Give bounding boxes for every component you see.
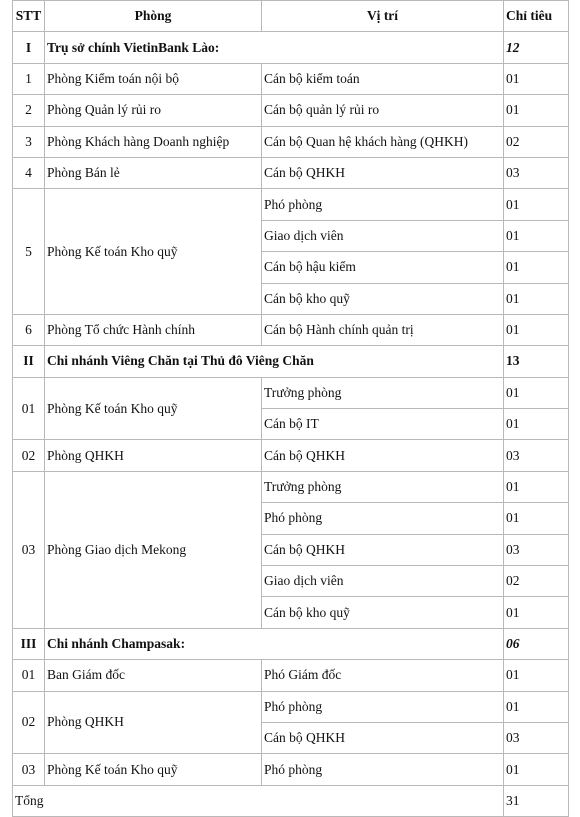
recruitment-table [12, 0, 569, 817]
header-row [13, 1, 569, 32]
row-position: Giao dịch viên [262, 566, 504, 597]
row-position: Phó phòng [262, 754, 504, 785]
row-position: Cán bộ quản lý rủi ro [262, 95, 504, 126]
table-row [13, 377, 569, 408]
row-department: Phòng Khách hàng Doanh nghiệp [45, 126, 262, 157]
section-row [13, 346, 569, 377]
row-quota: 02 [504, 566, 569, 597]
row-quota: 01 [504, 189, 569, 220]
row-position: Cán bộ Hành chính quản trị [262, 314, 504, 345]
section-title: Chi nhánh Viêng Chăn tại Thủ đô Viêng Chăn [45, 346, 504, 377]
row-position: Trưởng phòng [262, 471, 504, 502]
row-stt: 02 [13, 440, 45, 471]
row-position: Cán bộ QHKH [262, 534, 504, 565]
row-position: Phó phòng [262, 189, 504, 220]
section-title: Trụ sở chính VietinBank Lào: [45, 32, 504, 63]
table-row [13, 754, 569, 785]
table-row [13, 440, 569, 471]
header-vitri: Vị trí [262, 1, 504, 32]
row-quota: 03 [504, 722, 569, 753]
row-department: Phòng Kiểm toán nội bộ [45, 63, 262, 94]
table-row [13, 157, 569, 188]
row-position: Cán bộ hậu kiểm [262, 252, 504, 283]
section-number: III [13, 628, 45, 659]
row-quota: 01 [504, 409, 569, 440]
row-department: Phòng Kế toán Kho quỹ [45, 754, 262, 785]
row-position: Cán bộ QHKH [262, 157, 504, 188]
row-position: Phó phòng [262, 503, 504, 534]
table-row [13, 691, 569, 722]
row-stt: 6 [13, 314, 45, 345]
section-number: II [13, 346, 45, 377]
total-row [13, 785, 569, 816]
row-quota: 01 [504, 471, 569, 502]
row-stt: 1 [13, 63, 45, 94]
row-position: Phó phòng [262, 691, 504, 722]
table-row [13, 660, 569, 691]
header-stt: STT [13, 1, 45, 32]
total-label: Tổng [13, 785, 504, 816]
row-position: Cán bộ kho quỹ [262, 597, 504, 628]
section-title: Chi nhánh Champasak: [45, 628, 504, 659]
row-stt: 3 [13, 126, 45, 157]
row-position: Cán bộ Quan hệ khách hàng (QHKH) [262, 126, 504, 157]
row-position: Cán bộ kiểm toán [262, 63, 504, 94]
row-quota: 01 [504, 314, 569, 345]
row-department: Ban Giám đốc [45, 660, 262, 691]
row-quota: 02 [504, 126, 569, 157]
table-row [13, 126, 569, 157]
table-row [13, 63, 569, 94]
row-quota: 01 [504, 660, 569, 691]
section-row [13, 32, 569, 63]
table-row [13, 95, 569, 126]
row-stt: 01 [13, 377, 45, 440]
section-total: 13 [504, 346, 569, 377]
header-chitieu: Chỉ tiêu [504, 1, 569, 32]
row-quota: 01 [504, 691, 569, 722]
row-stt: 2 [13, 95, 45, 126]
row-quota: 01 [504, 754, 569, 785]
total-value: 31 [504, 785, 569, 816]
row-stt: 5 [13, 189, 45, 315]
row-position: Cán bộ kho quỹ [262, 283, 504, 314]
row-department: Phòng QHKH [45, 440, 262, 471]
row-quota: 01 [504, 95, 569, 126]
row-quota: 01 [504, 503, 569, 534]
row-department: Phòng Quản lý rủi ro [45, 95, 262, 126]
row-quota: 01 [504, 597, 569, 628]
row-quota: 01 [504, 283, 569, 314]
row-quota: 03 [504, 440, 569, 471]
section-row [13, 628, 569, 659]
row-quota: 01 [504, 377, 569, 408]
table-row [13, 314, 569, 345]
row-department: Phòng Bán lẻ [45, 157, 262, 188]
row-stt: 03 [13, 471, 45, 628]
row-department: Phòng Giao dịch Mekong [45, 471, 262, 628]
row-position: Giao dịch viên [262, 220, 504, 251]
row-stt: 4 [13, 157, 45, 188]
row-quota: 01 [504, 63, 569, 94]
row-position: Phó Giám đốc [262, 660, 504, 691]
row-position: Trưởng phòng [262, 377, 504, 408]
row-stt: 02 [13, 691, 45, 754]
row-stt: 01 [13, 660, 45, 691]
row-quota: 03 [504, 534, 569, 565]
row-department: Phòng Kế toán Kho quỹ [45, 189, 262, 315]
section-number: I [13, 32, 45, 63]
row-department: Phòng Tổ chức Hành chính [45, 314, 262, 345]
row-department: Phòng Kế toán Kho quỹ [45, 377, 262, 440]
row-position: Cán bộ QHKH [262, 722, 504, 753]
row-department: Phòng QHKH [45, 691, 262, 754]
row-stt: 03 [13, 754, 45, 785]
row-position: Cán bộ IT [262, 409, 504, 440]
row-quota: 01 [504, 252, 569, 283]
header-phong: Phòng [45, 1, 262, 32]
row-position: Cán bộ QHKH [262, 440, 504, 471]
row-quota: 03 [504, 157, 569, 188]
section-total: 12 [504, 32, 569, 63]
table-row [13, 189, 569, 220]
row-quota: 01 [504, 220, 569, 251]
section-total: 06 [504, 628, 569, 659]
table-row [13, 471, 569, 502]
